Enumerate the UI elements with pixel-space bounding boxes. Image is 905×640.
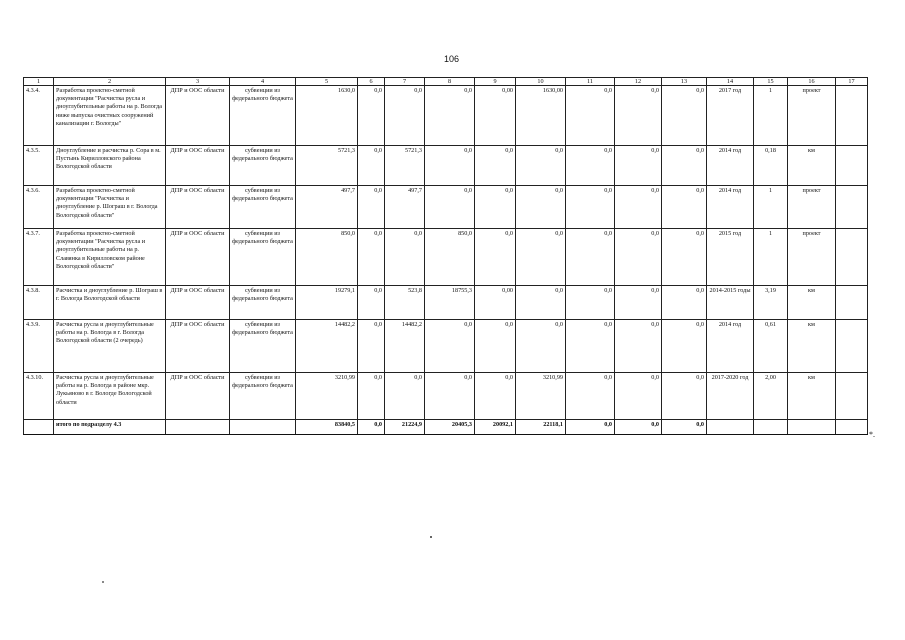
table-cell: км	[788, 146, 836, 186]
table-cell: 0,0	[615, 373, 662, 420]
table-cell: Расчистка русла и дноуглубительные работы на р. Вологда в г. Вологда Вологодской области (2 очередь)	[54, 320, 166, 373]
table-cell: 0,0	[385, 373, 425, 420]
table-cell: 3,19	[754, 286, 788, 320]
table-cell: 2014 год	[707, 320, 754, 373]
table-cell: 3210,99	[296, 373, 358, 420]
table-cell: 497,7	[385, 186, 425, 229]
table-cell: 0,0	[358, 320, 385, 373]
header-cell: 1	[24, 78, 54, 86]
table-cell: 0,0	[358, 186, 385, 229]
table-cell: 0,0	[516, 320, 566, 373]
table-cell: субвенции из федерального бюджета	[230, 373, 296, 420]
table-cell: 4.3.5.	[24, 146, 54, 186]
table-cell: 0,0	[358, 86, 385, 146]
table-cell: Разработка проектно-сметной документации "Расчистка русла и дноуглубительные работы на р. Славянка в Кирилловском районе Вологодской области"	[54, 229, 166, 286]
table-cell: 0,0	[475, 229, 516, 286]
scan-speck	[102, 581, 104, 583]
table-cell: 1	[754, 229, 788, 286]
table-cell	[836, 286, 868, 320]
header-cell: 13	[662, 78, 707, 86]
header-cell: 16	[788, 78, 836, 86]
table-cell: 0,0	[425, 186, 475, 229]
header-row	[24, 78, 868, 86]
table-cell: 2,00	[754, 373, 788, 420]
total-value: 0,0	[358, 420, 385, 435]
header-cell: 9	[475, 78, 516, 86]
header-cell: 2	[54, 78, 166, 86]
table-cell: 0,0	[662, 86, 707, 146]
table-cell: ДПР и ООС области	[166, 146, 230, 186]
table-cell: 2014-2015 годы	[707, 286, 754, 320]
table-cell: 0,0	[516, 286, 566, 320]
table-cell: 2014 год	[707, 186, 754, 229]
budget-table	[23, 77, 868, 435]
table-cell: 0,0	[425, 320, 475, 373]
table-cell: 0,0	[385, 229, 425, 286]
table-row	[24, 86, 868, 146]
header-cell: 4	[230, 78, 296, 86]
table-cell: 4.3.4.	[24, 86, 54, 146]
table-cell: 497,7	[296, 186, 358, 229]
table-cell: 0,0	[516, 186, 566, 229]
table-cell: 0,0	[566, 146, 615, 186]
table-cell: 0,0	[615, 286, 662, 320]
table-cell: 0,0	[566, 286, 615, 320]
table-cell: 2014 год	[707, 146, 754, 186]
table-cell: 2015 год	[707, 229, 754, 286]
table-cell: 0,0	[475, 320, 516, 373]
table-cell: субвенции из федерального бюджета	[230, 146, 296, 186]
table-cell: проект	[788, 86, 836, 146]
table-cell: 0,0	[475, 146, 516, 186]
table-cell: 0,0	[615, 320, 662, 373]
header-cell: 12	[615, 78, 662, 86]
table-cell: 0,0	[358, 146, 385, 186]
table-cell: 18755,3	[425, 286, 475, 320]
table-cell: 0,0	[615, 186, 662, 229]
table-cell: 0,0	[662, 373, 707, 420]
table-cell	[230, 420, 296, 435]
table-cell	[836, 86, 868, 146]
total-value: 21224,9	[385, 420, 425, 435]
table-cell	[24, 420, 54, 435]
table-cell: субвенции из федерального бюджета	[230, 86, 296, 146]
table-cell: ДПР и ООС области	[166, 186, 230, 229]
table-cell: 0,0	[566, 86, 615, 146]
table-cell: 4.3.7.	[24, 229, 54, 286]
table-cell: ДПР и ООС области	[166, 286, 230, 320]
table-cell	[836, 373, 868, 420]
page-number: 106	[444, 54, 460, 64]
table-cell	[707, 420, 754, 435]
total-value: 20405,3	[425, 420, 475, 435]
table-cell	[836, 146, 868, 186]
table-cell: 0,0	[662, 286, 707, 320]
table-cell: Разработка проектно-сметной документации "Расчистка и дноуглубление р. Шограш в г. Вологда Вологодской области"	[54, 186, 166, 229]
table-cell: 0,0	[425, 86, 475, 146]
table-row	[24, 286, 868, 320]
total-value: 0,0	[615, 420, 662, 435]
table-cell: 2017 год	[707, 86, 754, 146]
table-cell: 4.3.8.	[24, 286, 54, 320]
table-cell: 0,0	[358, 373, 385, 420]
scan-speck	[430, 536, 432, 538]
total-value: 0,0	[662, 420, 707, 435]
table-cell: Расчистка русла и дноуглубительные работы на р. Вологда в районе мкр. Лукьяново в г. Вологде Вологодской области	[54, 373, 166, 420]
header-cell: 7	[385, 78, 425, 86]
table-row	[24, 146, 868, 186]
total-label: итого по подразделу 4.3	[54, 420, 166, 435]
table-cell: Дноуглубление и расчистка р. Сора в м. Пустынь Кирилловского района Вологодской области	[54, 146, 166, 186]
table-cell	[836, 420, 868, 435]
table-cell: ДПР и ООС области	[166, 373, 230, 420]
table-cell: ДПР и ООС области	[166, 229, 230, 286]
table-cell: 5721,3	[296, 146, 358, 186]
total-value: 83840,5	[296, 420, 358, 435]
table-cell: 5721,3	[385, 146, 425, 186]
table-cell: ДПР и ООС области	[166, 86, 230, 146]
table-cell: Расчистка и дноуглубление р. Шограш в г. Вологда Вологодской области	[54, 286, 166, 320]
table-cell: 0,18	[754, 146, 788, 186]
table-row	[24, 373, 868, 420]
header-cell: 5	[296, 78, 358, 86]
table-cell: 523,8	[385, 286, 425, 320]
table-cell: км	[788, 286, 836, 320]
table-cell: субвенции из федерального бюджета	[230, 229, 296, 286]
table-cell: 4.3.9.	[24, 320, 54, 373]
table-cell: 0,0	[662, 229, 707, 286]
table-cell: 0,61	[754, 320, 788, 373]
table-cell: субвенции из федерального бюджета	[230, 286, 296, 320]
header-cell: 14	[707, 78, 754, 86]
table-cell: 4.3.10.	[24, 373, 54, 420]
table-cell: 0,0	[425, 146, 475, 186]
table-cell: 19279,1	[296, 286, 358, 320]
table-cell: 0,0	[615, 229, 662, 286]
table-cell: 0,0	[615, 146, 662, 186]
table-cell: 850,0	[425, 229, 475, 286]
table-cell: 1630,00	[516, 86, 566, 146]
table-cell	[836, 320, 868, 373]
header-cell: 3	[166, 78, 230, 86]
table-cell: 0,0	[425, 373, 475, 420]
table-cell: 14482,2	[385, 320, 425, 373]
table-cell: 0,0	[662, 186, 707, 229]
table-cell: 0,0	[566, 186, 615, 229]
table-cell: 0,00	[475, 86, 516, 146]
table-cell: км	[788, 320, 836, 373]
table-cell	[788, 420, 836, 435]
table-cell: 2017-2020 год	[707, 373, 754, 420]
table-cell: 1	[754, 186, 788, 229]
table-cell	[836, 229, 868, 286]
table-cell: проект	[788, 186, 836, 229]
table-cell: 4.3.6.	[24, 186, 54, 229]
header-cell: 17	[836, 78, 868, 86]
table-cell: км	[788, 373, 836, 420]
total-row	[24, 420, 868, 435]
margin-mark: *.	[869, 430, 875, 439]
table-cell: субвенции из федерального бюджета	[230, 186, 296, 229]
table-cell: 0,0	[662, 146, 707, 186]
table-cell: Разработка проектно-сметной документации "Расчистка русла и дноуглубительные работы на р. Вологда ниже выпуска очистных сооружений канализации г. Вологды"	[54, 86, 166, 146]
table-row	[24, 320, 868, 373]
table-cell: 0,0	[358, 229, 385, 286]
header-cell: 15	[754, 78, 788, 86]
total-value: 22118,1	[516, 420, 566, 435]
header-cell: 11	[566, 78, 615, 86]
table-cell: 850,0	[296, 229, 358, 286]
table-cell: 0,0	[358, 286, 385, 320]
table-cell: 14482,2	[296, 320, 358, 373]
table-cell: 0,00	[475, 286, 516, 320]
header-cell: 8	[425, 78, 475, 86]
table-cell: 0,0	[615, 86, 662, 146]
table-cell	[166, 420, 230, 435]
table-cell: ДПР и ООС области	[166, 320, 230, 373]
header-cell: 10	[516, 78, 566, 86]
table-cell	[836, 186, 868, 229]
table-cell: проект	[788, 229, 836, 286]
table-cell: 1	[754, 86, 788, 146]
table-cell	[754, 420, 788, 435]
table-cell: 0,0	[566, 373, 615, 420]
table-cell: субвенции из федерального бюджета	[230, 320, 296, 373]
table-cell: 0,0	[475, 373, 516, 420]
total-value: 20092,1	[475, 420, 516, 435]
table-cell: 0,0	[566, 229, 615, 286]
total-value: 0,0	[566, 420, 615, 435]
table-row	[24, 186, 868, 229]
table-cell: 0,0	[475, 186, 516, 229]
table-row	[24, 229, 868, 286]
table-cell: 3210,99	[516, 373, 566, 420]
table-cell: 0,0	[516, 229, 566, 286]
table-cell: 0,0	[662, 320, 707, 373]
table-cell: 1630,0	[296, 86, 358, 146]
header-cell: 6	[358, 78, 385, 86]
table-cell: 0,0	[566, 320, 615, 373]
table-cell: 0,0	[385, 86, 425, 146]
table-cell: 0,0	[516, 146, 566, 186]
